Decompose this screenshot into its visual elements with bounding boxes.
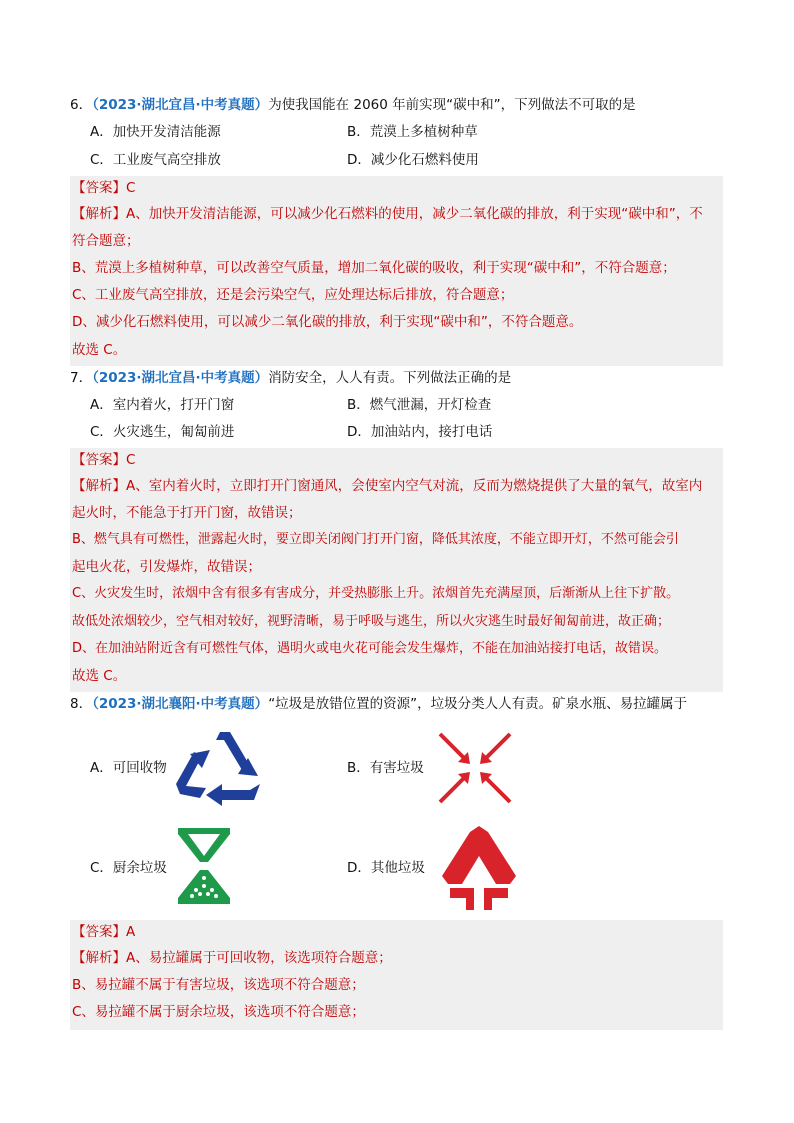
q6-source: （2023·湖北宜昌·中考真题） xyxy=(92,97,269,113)
hazardous-waste-icon xyxy=(436,730,514,806)
q8-analysis-line-3: C、易拉罐不属于厨余垃圾，该选项不符合题意； xyxy=(72,1004,365,1020)
q6-number: 6． xyxy=(70,97,93,113)
q8-source: （2023·湖北襄阳·中考真题） xyxy=(92,696,269,712)
q7-analysis-line-2: 起火时，不能急于打开门窗，故错误； xyxy=(72,505,302,521)
q6-option-d: D．减少化石燃料使用 xyxy=(347,152,479,168)
q7-option-d: D．加油站内，接打电话 xyxy=(347,424,493,440)
q6-analysis-line-4: C、工业废气高空排放，还是会污染空气，应处理达标后排放，符合题意； xyxy=(72,287,514,303)
q7-stem xyxy=(70,368,511,388)
q8-stem xyxy=(70,694,687,714)
q6-option-a: A．加快开发清洁能源 xyxy=(90,124,221,140)
q8-analysis-line-1: 【解析】A、易拉罐属于可回收物，该选项符合题意； xyxy=(72,950,392,966)
q6-answer-block xyxy=(70,176,723,366)
q7-analysis-line-1: 【解析】A、室内着火时，立即打开门窗通风，会使室内空气对流，反而为燃烧提供了大量的氧气，故室内 xyxy=(72,478,703,494)
q8-option-c: C．厨余垃圾 xyxy=(90,860,167,876)
q7-analysis-line-8: 故选 C。 xyxy=(72,668,127,684)
q6-stem xyxy=(70,95,636,115)
q6-answer: 【答案】C xyxy=(72,180,136,196)
q7-analysis-line-5: C、火灾发生时，浓烟中含有很多有害成分，并受热膨胀上升。浓烟首先充满屋顶，后渐渐从上往下扩散。 xyxy=(72,586,680,601)
q7-number: 7． xyxy=(70,370,93,386)
q8-answer-block xyxy=(70,920,723,1030)
q8-option-d: D．其他垃圾 xyxy=(347,860,425,876)
q8-option-b: B．有害垃圾 xyxy=(347,760,424,776)
q6-analysis-line-5: D、减少化石燃料使用，可以减少二氧化碳的排放，利于实现“碳中和”，不符合题意。 xyxy=(72,314,583,330)
q6-analysis-line-3: B、荒漠上多植树种草，可以改善空气质量，增加二氧化碳的吸收，利于实现“碳中和”，不符合题意； xyxy=(72,260,676,276)
q7-answer-block xyxy=(70,448,723,692)
q7-analysis-line-3: B、燃气具有可燃性，泄露起火时，要立即关闭阀门打开门窗，降低其浓度，不能立即开灯，不然可能会引 xyxy=(72,532,679,547)
kitchen-waste-icon xyxy=(178,828,230,904)
q7-analysis-line-7: D、在加油站附近含有可燃性气体，遇明火或电火花可能会发生爆炸，不能在加油站接打电话，故错误。 xyxy=(72,641,668,656)
q8-number: 8． xyxy=(70,696,93,712)
q6-analysis-line-6: 故选 C。 xyxy=(72,342,127,358)
q6-stem-text: 为使我国能在 2060 年前实现“碳中和”，下列做法不可取的是 xyxy=(268,97,636,113)
q6-option-c: C．工业废气高空排放 xyxy=(90,152,221,168)
q7-analysis-line-4: 起电火花，引发爆炸，故错误； xyxy=(72,559,261,575)
q8-stem-text: “垃圾是放错位置的资源”，垃圾分类人人有责。矿泉水瓶、易拉罐属于 xyxy=(268,696,688,712)
q7-stem-text: 消防安全，人人有责。下列做法正确的是 xyxy=(268,370,512,386)
q7-source: （2023·湖北宜昌·中考真题） xyxy=(92,370,269,386)
q6-analysis-line-2: 符合题意； xyxy=(72,233,140,249)
q7-answer: 【答案】C xyxy=(72,452,136,468)
q8-analysis-line-2: B、易拉罐不属于有害垃圾，该选项不符合题意； xyxy=(72,977,365,993)
q7-option-a: A．室内着火，打开门窗 xyxy=(90,397,235,413)
q8-option-a: A．可回收物 xyxy=(90,760,167,776)
q6-option-b: B．荒漠上多植树种草 xyxy=(347,124,478,140)
q7-option-c: C．火灾逃生，匍匐前进 xyxy=(90,424,235,440)
other-waste-icon xyxy=(440,826,518,910)
q6-analysis-line-1: 【解析】A、加快开发清洁能源，可以减少化石燃料的使用，减少二氧化碳的排放，利于实现“碳中和”，不 xyxy=(72,206,703,222)
q8-answer: 【答案】A xyxy=(72,924,136,940)
q7-option-b: B．燃气泄漏，开灯检查 xyxy=(347,397,492,413)
q7-analysis-line-6: 故低处浓烟较少，空气相对较好，视野清晰，易于呼吸与逃生，所以火灾逃生时最好匍匐前进，故正确； xyxy=(72,614,671,629)
recycle-icon xyxy=(176,728,264,808)
